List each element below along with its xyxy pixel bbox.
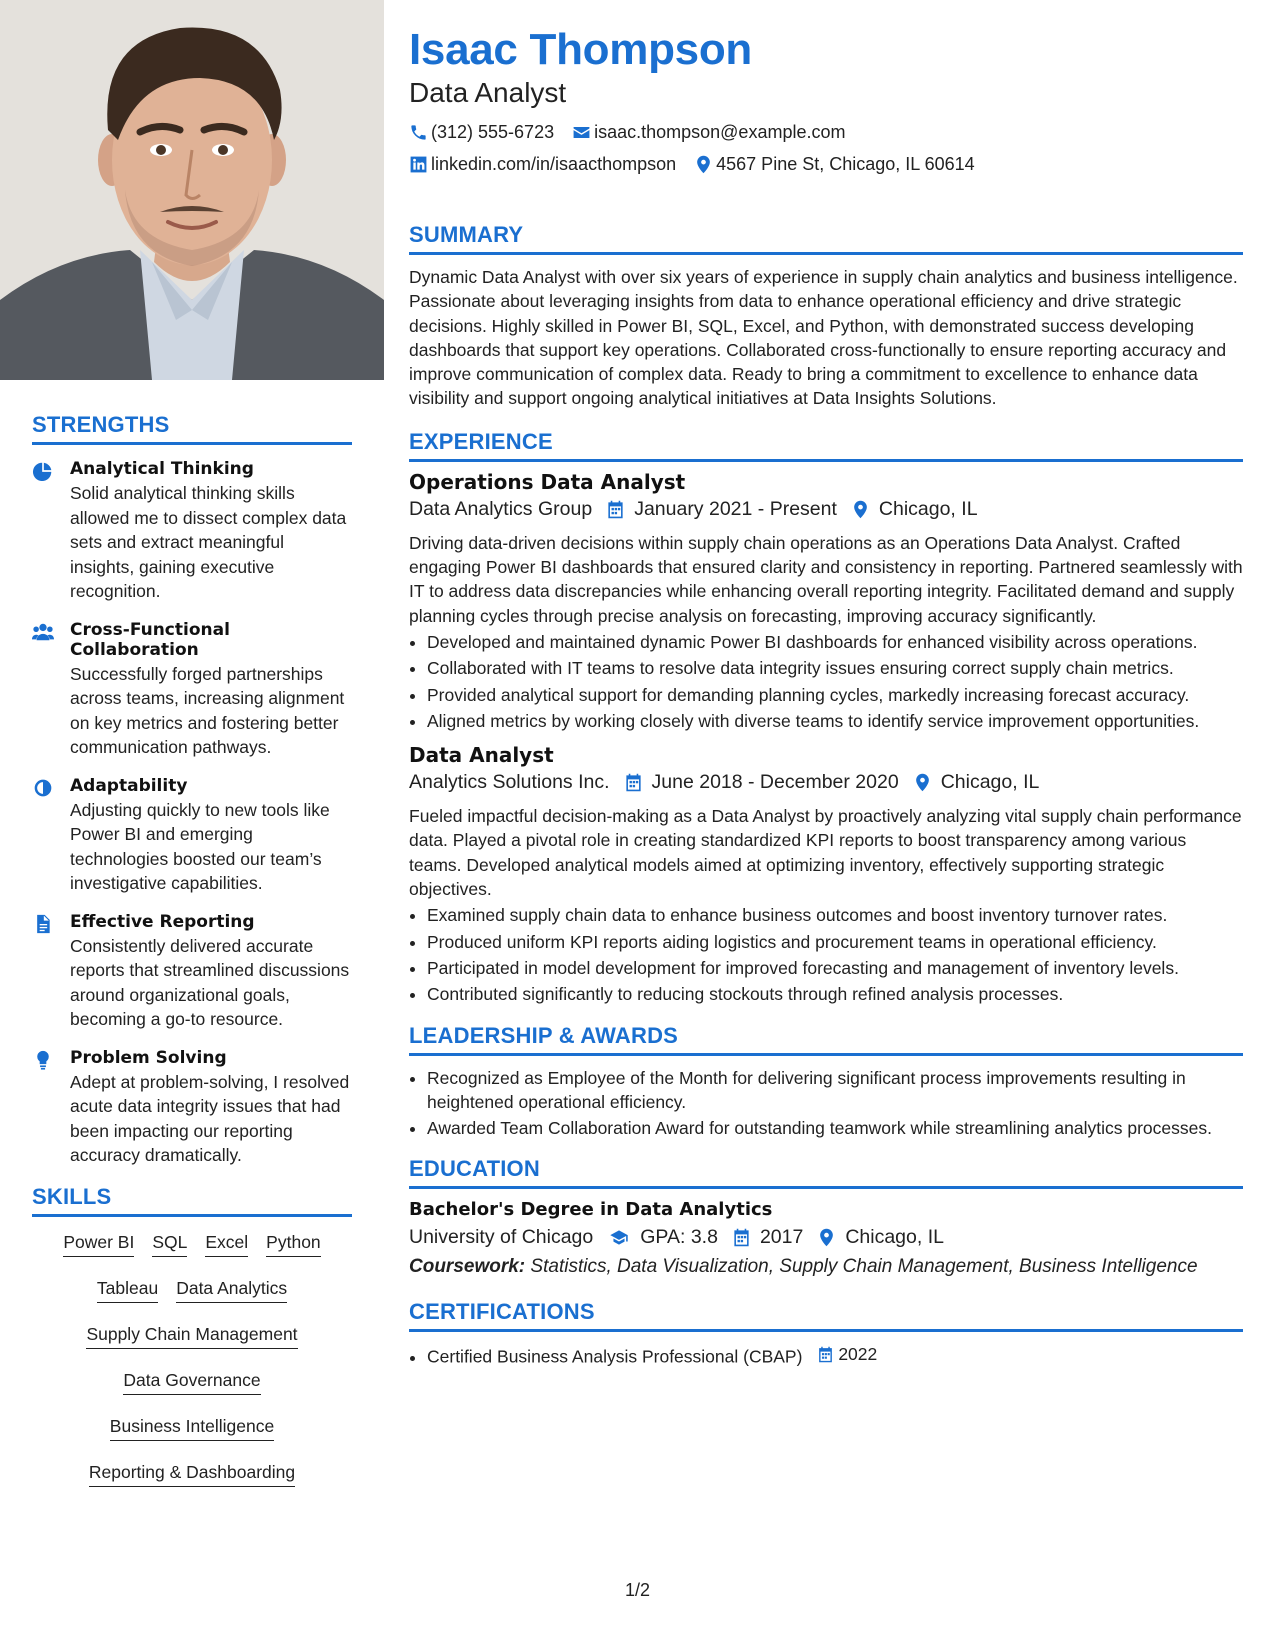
coursework: [409, 1255, 1243, 1279]
list-item: [427, 1342, 1243, 1369]
job-location: Chicago, IL: [940, 771, 1040, 794]
strength-item: [32, 776, 352, 896]
job-entry: [409, 743, 1243, 1006]
phone-contact[interactable]: [409, 122, 554, 143]
portrait-illustration: [0, 0, 384, 380]
skill-tag: Data Analytics: [176, 1277, 287, 1303]
list-item: • Produced uniform KPI reports aiding logistics and procurement teams in operational efficiency.: [427, 930, 1243, 954]
strengths-list: [32, 459, 352, 1168]
education-meta: [409, 1226, 1243, 1249]
candidate-name: Isaac Thompson: [409, 25, 752, 74]
list-item: • Examined supply chain data to enhance business outcomes and boost inventory turnover rates.: [427, 903, 1243, 927]
skill-tag: SQL: [152, 1231, 187, 1257]
coursework-list: Statistics, Data Visualization, Supply Chain Management, Business Intelligence: [530, 1256, 1198, 1278]
skill-tag: Python: [266, 1231, 320, 1257]
candidate-title: Data Analyst: [409, 77, 567, 108]
job-meta: [409, 771, 1243, 794]
graduation-cap-icon: [607, 1228, 631, 1247]
job-company: Data Analytics Group: [409, 497, 593, 520]
skills-heading: SKILLS: [32, 1184, 352, 1217]
certification-name: Certified Business Analysis Professional (CBAP): [427, 1347, 803, 1368]
summary-heading: SUMMARY: [409, 222, 1243, 255]
strength-description: Solid analytical thinking skills allowed me to dissect complex data sets and extract meaningful insights, gaining executive recognition.: [70, 483, 347, 601]
job-role: Data Analyst: [409, 743, 554, 768]
education-section: [409, 1156, 1243, 1279]
list-item: • Collaborated with IT teams to resolve data integrity issues ensuring correct supply chain metrics.: [427, 656, 1243, 680]
strength-name: Effective Reporting: [70, 911, 255, 932]
skill-tag: Power BI: [63, 1231, 134, 1257]
calendar-icon: [732, 1228, 751, 1247]
page-number: 1/2: [625, 1580, 651, 1600]
calendar-icon: [817, 1346, 834, 1363]
document-icon: [32, 912, 70, 1032]
job-description: Driving data-driven decisions within supply chain operations as an Operations Data Analyst. Crafted engaging Power BI dashboards that ensured clarity and consistency in reporting. Partnered seamlessly with IT to address data discrepancies while enhancing overall reporting integrity. Facilitated demand and supply planning cycles through precise analysis on forecasting, improving accuracy significantly.: [409, 532, 1243, 626]
map-pin-icon: [851, 500, 870, 519]
phone-icon: [409, 123, 428, 142]
calendar-icon: [606, 500, 625, 519]
education-heading: EDUCATION: [409, 1156, 1243, 1189]
skill-tag: Business Intelligence: [110, 1415, 274, 1441]
profile-photo: [0, 0, 384, 380]
list-item: • Provided analytical support for demanding planning cycles, markedly increasing forecast accuracy.: [427, 683, 1243, 707]
contact-row: [409, 120, 1243, 144]
skill-tag: Reporting & Dashboarding: [89, 1461, 295, 1487]
strength-name: Analytical Thinking: [70, 459, 254, 479]
list-item: • Recognized as Employee of the Month for delivering significant process improvements resulting in heightened operational efficiency.: [427, 1066, 1243, 1115]
strength-description: Adept at problem-solving, I resolved acute data integrity issues that had been impacting our reporting accuracy dramatically.: [70, 1071, 350, 1165]
skill-tag: Tableau: [97, 1277, 158, 1303]
job-description: Fueled impactful decision-making as a Data Analyst by proactively analyzing vital supply chain performance data. Played a pivotal role in creating standardized KPI reports to boost transparency among various teams. Developed analytical models aimed at optimizing inventory, effectively supporting strategic objectives.: [409, 806, 1242, 900]
map-pin-icon: [817, 1228, 836, 1247]
job-meta: [409, 498, 1243, 521]
strength-item: [32, 459, 352, 604]
users-icon: [32, 620, 70, 760]
job-bullets: [409, 630, 1243, 733]
summary-text: Dynamic Data Analyst with over six years of experience in supply chain analytics and business intelligence. Passionate about leveraging insights from data to enhance operational efficiency and drive strategic decisions. Highly skilled in Power BI, SQL, Excel, and Python, with demonstrated success developing dashboards that support key operations. Collaborated cross-functionally to ensure reporting accuracy and improve communication of complex data. Ready to bring a commitment to excellence to enhance data visibility and support ongoing analytical initiatives at Data Insights Solutions.: [409, 267, 1238, 409]
job-role: Operations Data Analyst: [409, 469, 686, 494]
experience-section: [409, 429, 1243, 1007]
experience-heading: EXPERIENCE: [409, 429, 1243, 462]
strength-description: Adjusting quickly to new tools like Power BI and emerging technologies boosted our team’s investigative capabilities.: [70, 799, 330, 893]
pie-chart-icon: [32, 459, 70, 604]
job-location: Chicago, IL: [878, 497, 978, 520]
strength-item: [32, 620, 352, 760]
main-content: [409, 0, 1243, 1371]
contact-row: [409, 152, 1243, 176]
linkedin-text: linkedin.com/in/isaacthompson: [431, 153, 677, 174]
job-bullets: [409, 903, 1243, 1006]
list-item: • Contributed significantly to reducing stockouts through refined analysis processes.: [427, 982, 1243, 1006]
envelope-icon: [572, 123, 591, 142]
leadership-bullets: [409, 1066, 1243, 1141]
linkedin-icon: [409, 155, 428, 174]
strength-name: Problem Solving: [70, 1047, 227, 1068]
list-item: • Participated in model development for improved forecasting and management of inventory levels.: [427, 956, 1243, 980]
certifications-heading: CERTIFICATIONS: [409, 1299, 1243, 1332]
education-location: Chicago, IL: [845, 1226, 944, 1249]
email-contact[interactable]: [572, 122, 845, 143]
address-text: 4567 Pine St, Chicago, IL 60614: [716, 153, 975, 174]
lightbulb-icon: [32, 1048, 70, 1168]
skills-list: [32, 1231, 352, 1487]
certifications-section: [409, 1299, 1243, 1369]
summary-section: [409, 222, 1243, 411]
certification-list: [409, 1342, 1243, 1369]
sidebar: [0, 0, 384, 1650]
calendar-icon: [624, 773, 643, 792]
coursework-label: Coursework:: [409, 1256, 526, 1278]
leadership-section: [409, 1023, 1243, 1141]
email-text: isaac.thompson@example.com: [594, 121, 846, 142]
job-dates: June 2018 - December 2020: [651, 771, 899, 794]
strengths-heading: STRENGTHS: [32, 412, 352, 445]
skill-tag: Data Governance: [123, 1369, 260, 1395]
leadership-heading: LEADERSHIP & AWARDS: [409, 1023, 1243, 1056]
half-circle-icon: [32, 776, 70, 896]
skill-tag: Supply Chain Management: [86, 1323, 297, 1349]
certification-year: 2022: [838, 1344, 878, 1365]
strength-name: Adaptability: [70, 775, 188, 796]
linkedin-contact[interactable]: [409, 154, 676, 175]
list-item: • Awarded Team Collaboration Award for outstanding teamwork while streamlining analytics processes.: [427, 1116, 1243, 1140]
job-entry: [409, 470, 1243, 733]
strength-description: Successfully forged partnerships across teams, increasing alignment on key metrics and fostering better communication pathways.: [70, 663, 345, 757]
list-item: • Developed and maintained dynamic Power BI dashboards for enhanced visibility across operations.: [427, 630, 1243, 654]
phone-text: (312) 555-6723: [431, 121, 555, 142]
degree-name: Bachelor's Degree in Data Analytics: [409, 1199, 773, 1221]
job-company: Analytics Solutions Inc.: [409, 771, 610, 794]
strength-name: Cross-Functional Collaboration: [70, 619, 230, 660]
skill-tag: Excel: [205, 1231, 248, 1257]
map-pin-icon: [694, 155, 713, 174]
job-dates: January 2021 - Present: [634, 497, 837, 520]
strength-item: [32, 1048, 352, 1168]
list-item: • Aligned metrics by working closely with diverse teams to identify service improvement opportunities.: [427, 709, 1243, 733]
graduation-year: 2017: [759, 1226, 804, 1249]
gpa-text: GPA: 3.8: [640, 1226, 718, 1249]
strength-description: Consistently delivered accurate reports that streamlined discussions around organizational goals, becoming a go-to resource.: [70, 935, 350, 1029]
school-name: University of Chicago: [409, 1226, 594, 1249]
strength-item: [32, 912, 352, 1032]
map-pin-icon: [913, 773, 932, 792]
address-contact: [694, 154, 975, 175]
